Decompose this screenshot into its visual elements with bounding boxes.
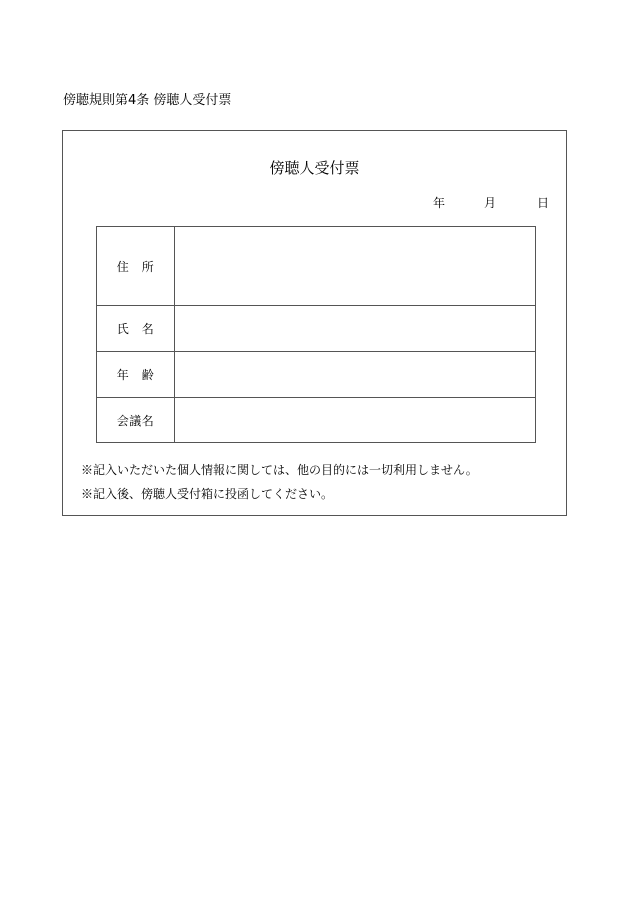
address-label: 住 所 xyxy=(97,227,175,306)
date-year-label: 年 xyxy=(433,196,446,210)
meeting-name-field[interactable] xyxy=(175,398,536,443)
page-header-title: 傍聴規則第4条 傍聴人受付票 xyxy=(63,93,232,108)
date-day-label: 日 xyxy=(537,196,550,210)
instruction-note: ※記入後、傍聴人受付箱に投函してください。 xyxy=(81,487,334,501)
name-field[interactable] xyxy=(175,306,536,352)
name-label: 氏 名 xyxy=(97,306,175,352)
meeting-label: 会議名 xyxy=(97,398,175,443)
reception-form xyxy=(62,130,567,516)
table-row-meeting xyxy=(97,398,536,443)
age-label: 年 齢 xyxy=(97,352,175,398)
form-title: 傍聴人受付票 xyxy=(269,159,360,177)
date-month-label: 月 xyxy=(484,196,497,210)
table-row-name xyxy=(97,306,536,352)
entry-table xyxy=(96,226,536,443)
table-row-age xyxy=(97,352,536,398)
privacy-note: ※記入いただいた個人情報に関しては、他の目的には一切利用しません。 xyxy=(81,463,478,477)
address-field[interactable] xyxy=(175,227,536,306)
age-field[interactable] xyxy=(175,352,536,398)
table-row-address xyxy=(97,227,536,306)
